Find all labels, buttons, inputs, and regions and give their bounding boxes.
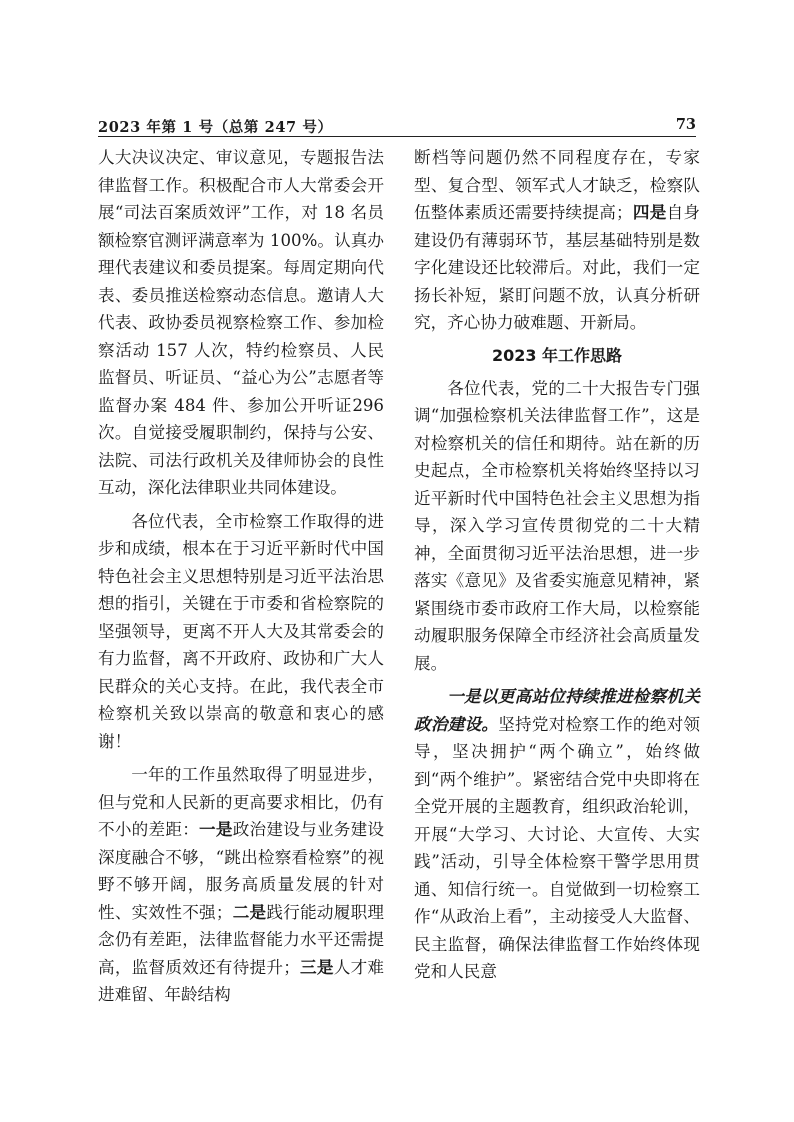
paragraph-continued: 人大决议决定、审议意见，专题报告法律监督工作。积极配合市人大常委会开展“司法百案质效评”工作，对 18 名员额检察官测评满意率为 100%。认真办理代表建议和委员提案。每周定期向代表、委员推送检察动态信息。邀请人大代表、政协委员视察检察工作、参加检察活动 157 人次，特约检察员、人民监督员、听证员、“益心为公”志愿者等监督办案 484 件、参加公开听证296次。自觉接受履职制约，保持与公安、法院、司法行政机关及律师协会的良性互动，深化法律职业共同体建设。 <box>98 148 384 497</box>
page-number: 73 <box>675 116 696 133</box>
paragraph-work-plan: 各位代表，党的二十大报告专门强调“加强检察机关法律监督工作”，这是对检察机关的信任和期待。站在新的历史起点，全市检察机关将始终坚持以习近平新时代中国特色社会主义思想为指导，深入学习宣传贯彻党的二十大精神，全面贯彻习近平法治思想，进一步落实《意见》及省委实施意见精神，紧紧围绕市委市政府工作大局，以检察能动履职服务保障全市经济社会高质量发展。 <box>414 378 700 673</box>
paragraph-political-building <box>414 683 700 986</box>
text-segment: 践行能动履职理念仍有差距，法律监督能力水平还需提高，监督质效还有待提升； <box>98 902 385 977</box>
text-segment: 人才难进难留、年龄结构 <box>98 957 385 1004</box>
text-segment: 自身建设仍有薄弱环节，基层基础特别是数字化建设还比较滞后。对此，我们一定扬长补短，紧盯问题不放，认真分析研究，齐心协力破难题、开新局。 <box>414 203 701 332</box>
bold-marker: 三是 <box>299 957 334 977</box>
bold-marker: 二是 <box>232 902 267 922</box>
bold-marker: 四是 <box>632 203 667 222</box>
running-header <box>98 116 696 137</box>
paragraph-acknowledgement: 各位代表，全市检察工作取得的进步和成绩，根本在于习近平新时代中国特色社会主义思想特别是习近平法治思想的指引，关键在于市委和省检察院的坚强领导，更离不开人大及其常委会的有力监督，离不开政府、政协和广大人民群众的关心支持。在此，我代表全市检察机关致以崇高的敬意和衷心的感谢！ <box>98 511 384 751</box>
issue-label: 2023 年第 1 号（总第 247 号） <box>98 119 333 136</box>
text-segment: 一年的工作虽然取得了明显进步，但与党和人民新的更高要求相比，仍有不小的差距： <box>98 765 384 839</box>
left-column <box>98 144 384 1009</box>
text-segment: 坚持党对检察工作的绝对领导，坚决拥护“两个确立”，始终做到“两个维护”。紧密结合党中央即将在全党开展的主题教育，组织政治轮训，开展“大学习、大讨论、大宣传、大实践”活动，引导全体检察干警学思用贯通、知信行统一。自觉做到一切检察工作“从政治上看”，主动接受人大监督、民主监督，确保法律监督工作始终体现党和人民意 <box>414 714 701 981</box>
paragraph-shortcomings <box>98 761 384 1009</box>
lead-sentence: 一是以更高站位持续推进检察机关政治建设。 <box>414 686 700 734</box>
section-heading: 2023 年工作思路 <box>491 345 623 365</box>
bold-marker: 一是 <box>199 820 233 839</box>
text-segment: 政治建设与业务建设深度融合不够，“跳出检察看检察”的视野不够开阔，服务高质量发展的针对性、实效性不强； <box>98 820 385 922</box>
right-column <box>414 144 700 986</box>
text-segment: 断档等问题仍然不同程度存在，专家型、复合型、领军式人才缺乏，检察队伍整体素质还需要持续提高； <box>414 148 700 222</box>
paragraph-continued <box>414 144 700 337</box>
